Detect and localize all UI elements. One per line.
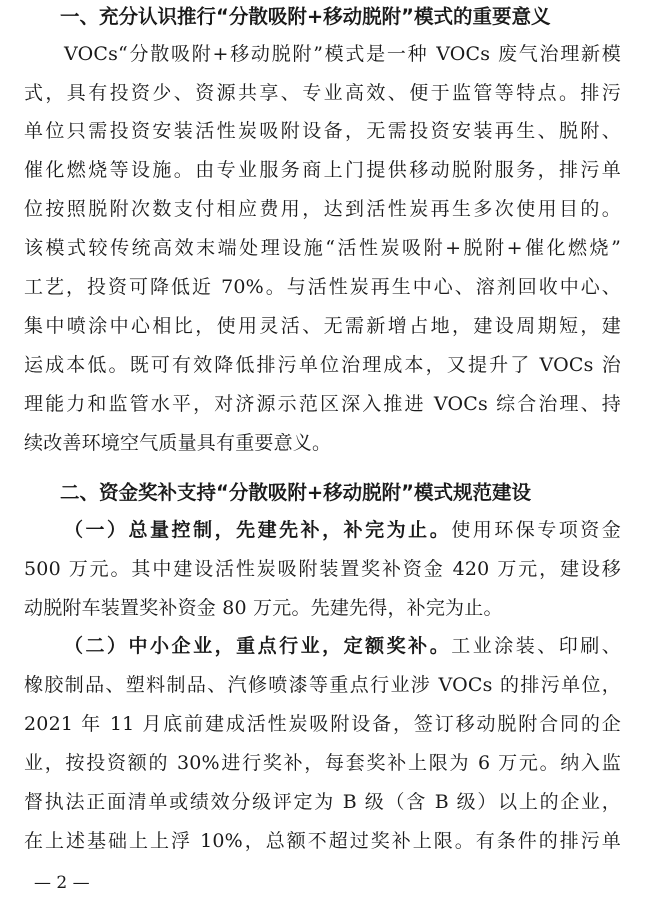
section-1-heading: 一、充分认识推行“分散吸附+移动脱附”模式的重要意义 [60,5,551,28]
section-1-line: 运成本低。既可有效降低排污单位治理成本，又提升了 VOCs 治 [24,354,621,376]
subsection-2-lead: （二）中小企业，重点行业，定额奖补。 [64,635,452,657]
subsection-2-text: 工业涂装、印刷、 [451,635,621,657]
section-1-line: VOCs“分散吸附+移动脱附”模式是一种 VOCs 废气治理新模 [64,43,621,65]
section-1-line: 理能力和监管水平，对济源示范区深入推进 VOCs 综合治理、持 [24,393,621,415]
subsection-1-text: 使用环保专项资金 [451,519,621,541]
section-1-line: 单位只需投资安装活性炭吸附设备，无需投资安装再生、脱附、 [24,120,621,142]
subsection-2-first-line [64,633,621,659]
section-1-line: 续改善环境空气质量具有重要意义。 [24,432,332,454]
subsection-2-line: 在上述基础上上浮 10%，总额不超过奖补上限。有条件的排污单 [24,830,621,852]
subsection-1-first-line [64,517,621,543]
section-1-line: 该模式较传统高效末端处理设施“活性炭吸附+脱附+催化燃烧” [24,237,621,259]
page-number: — 2 — [34,873,90,893]
subsection-1-line: 500 万元。其中建设活性炭吸附装置奖补资金 420 万元，建设移 [24,558,621,580]
section-1-line: 集中喷涂中心相比，使用灵活、无需新增占地，建设周期短，建 [24,315,621,337]
subsection-2-line: 业，按投资额的 30%进行奖补，每套奖补上限为 6 万元。纳入监 [24,752,621,774]
section-1-line: 催化燃烧等设施。由专业服务商上门提供移动脱附服务，排污单 [24,159,621,181]
subsection-1-lead: （一）总量控制，先建先补，补完为止。 [64,519,452,541]
subsection-1-line: 动脱附车装置奖补资金 80 万元。先建先得，补完为止。 [24,597,503,619]
subsection-2-line: 橡胶制品、塑料制品、汽修喷漆等重点行业涉 VOCs 的排污单位， [24,674,621,696]
subsection-2-line: 督执法正面清单或绩效分级评定为 B 级（含 B 级）以上的企业， [24,791,621,813]
section-1-line: 式，具有投资少、资源共享、专业高效、便于监管等特点。排污 [24,82,621,104]
section-1-line: 工艺，投资可降低近 70%。与活性炭再生中心、溶剂回收中心、 [24,276,621,298]
subsection-2-line: 2021 年 11 月底前建成活性炭吸附设备，签订移动脱附合同的企 [24,713,621,735]
section-2-heading: 二、资金奖补支持“分散吸附+移动脱附”模式规范建设 [60,481,531,504]
section-1-line: 位按照脱附次数支付相应费用，达到活性炭再生多次使用目的。 [24,198,621,220]
